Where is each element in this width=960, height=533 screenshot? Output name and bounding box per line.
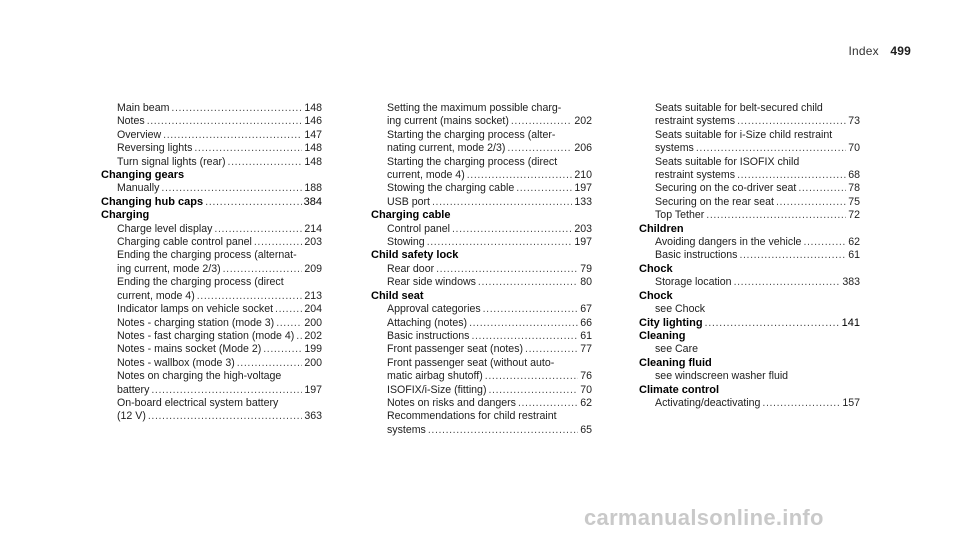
index-entry: Rear door ..... 79 — [387, 263, 592, 276]
index-entry: current, mode 4) ..... 210 — [387, 169, 592, 182]
index-entry: Basic instructions ..... 61 — [655, 249, 860, 262]
index-heading: Child seat — [371, 289, 424, 302]
index-heading: Children — [639, 222, 684, 235]
index-entry-line: see windscreen washer fluid — [655, 370, 789, 383]
index-entry-line: Setting the maximum possible charg- — [387, 102, 562, 114]
index-heading: Cleaning — [639, 329, 686, 342]
index-entry-line: Seats suitable for i-Size child restraint — [655, 128, 833, 141]
index-entry: Overview ..... 147 — [117, 129, 322, 142]
index-entry: Basic instructions ..... 61 — [387, 330, 592, 343]
index-heading: Changing gears — [101, 169, 185, 182]
index-entry: Attaching (notes) ..... 66 — [387, 317, 592, 330]
index-heading: Chock — [639, 262, 673, 275]
index-entry: Charging cable control panel ..... 203 — [117, 236, 322, 249]
index-entry: Approval categories ..... 67 — [387, 303, 592, 316]
index-entry: restraint systems ..... 73 — [655, 115, 860, 128]
index-entry: Front passenger seat (notes) ..... 77 — [387, 343, 592, 356]
index-entry-line: Starting the charging process (direct — [387, 155, 558, 168]
index-entry: Avoiding dangers in the vehicle ..... 62 — [655, 236, 860, 249]
index-entry: USB port ..... 133 — [387, 196, 592, 209]
index-entry: restraint systems ..... 68 — [655, 169, 860, 182]
index-entry: systems ..... 70 — [655, 142, 860, 155]
index-entry: Notes ..... 146 — [117, 115, 322, 128]
index-entry: Notes on risks and dangers ..... 62 — [387, 397, 592, 410]
index-entry-line: see Care — [655, 343, 698, 356]
index-entry: Manually ..... 188 — [117, 182, 322, 195]
index-entry: Storage location ..... 383 — [655, 276, 860, 289]
index-entry: ing current, mode 2/3) ..... 209 — [117, 263, 322, 276]
index-column-3 — [639, 102, 860, 410]
page-header — [848, 44, 911, 58]
index-entry-line: Notes on charging the high-voltage — [117, 370, 282, 383]
index-entry: Charge level display ..... 214 — [117, 223, 322, 236]
index-entry: ing current (mains socket) ..... 202 — [387, 115, 592, 128]
index-entry: Activating/deactivating ..... 157 — [655, 397, 860, 410]
index-entry: Control panel ..... 203 — [387, 223, 592, 236]
index-entry: battery ..... 197 — [117, 384, 322, 397]
index-entry: Turn signal lights (rear) ..... 148 — [117, 156, 322, 169]
index-entry-line: Ending the charging process (alternat- — [117, 249, 297, 262]
index-entry-line: Front passenger seat (without auto- — [387, 356, 555, 369]
index-entry: Reversing lights ..... 148 — [117, 142, 322, 155]
index-entry: Securing on the rear seat ..... 75 — [655, 196, 860, 209]
index-heading: Chock — [639, 289, 673, 302]
index-entry: (12 V) ..... 363 — [117, 410, 322, 423]
index-entry: Securing on the co-driver seat ..... 78 — [655, 182, 860, 195]
index-heading: Climate control — [639, 383, 720, 396]
index-heading: Charging — [101, 209, 150, 222]
index-entry: matic airbag shutoff) ..... 76 — [387, 370, 592, 383]
index-entry-line: Recommendations for child restraint — [387, 410, 557, 423]
index-entry-line: Seats suitable for ISOFIX child — [655, 155, 800, 168]
index-entry: Notes - fast charging station (mode 4) ..... 202 — [117, 330, 322, 343]
page-number: 499 — [890, 44, 911, 58]
index-entry-line: Ending the charging process (direct — [117, 276, 284, 289]
index-heading: Changing hub caps ..... 384 — [101, 196, 322, 209]
index-entry: Notes - mains socket (Mode 2) ..... 199 — [117, 343, 322, 356]
index-heading: Cleaning fluid — [639, 356, 712, 369]
index-entry-line: Seats suitable for belt-secured child — [655, 102, 823, 114]
index-entry: Notes - wallbox (mode 3) ..... 200 — [117, 357, 322, 370]
index-entry: Stowing the charging cable ..... 197 — [387, 182, 592, 195]
watermark: carmanualsonline.info — [584, 505, 824, 530]
index-entry-line: Starting the charging process (alter- — [387, 128, 556, 141]
index-entry: Indicator lamps on vehicle socket ..... 204 — [117, 303, 322, 316]
index-entry: Notes - charging station (mode 3) ..... 200 — [117, 317, 322, 330]
index-column-2 — [371, 102, 592, 437]
index-entry: current, mode 4) ..... 213 — [117, 290, 322, 303]
index-heading: Charging cable — [371, 209, 451, 222]
index-column-1 — [101, 102, 322, 424]
index-entry-line: see Chock — [655, 303, 706, 316]
index-entry: ISOFIX/i-Size (fitting) ..... 70 — [387, 384, 592, 397]
index-entry: Top Tether ..... 72 — [655, 209, 860, 222]
index-entry: systems ..... 65 — [387, 424, 592, 437]
index-entry-line: On-board electrical system battery — [117, 396, 279, 409]
index-heading: Child safety lock — [371, 249, 459, 262]
index-heading: City lighting ..... 141 — [639, 317, 860, 330]
index-entry: Rear side windows ..... 80 — [387, 276, 592, 289]
index-entry: Main beam ..... 148 — [117, 102, 322, 115]
index-entry: Stowing ..... 197 — [387, 236, 592, 249]
header-label: Index — [848, 44, 879, 58]
index-entry: nating current, mode 2/3) ..... 206 — [387, 142, 592, 155]
